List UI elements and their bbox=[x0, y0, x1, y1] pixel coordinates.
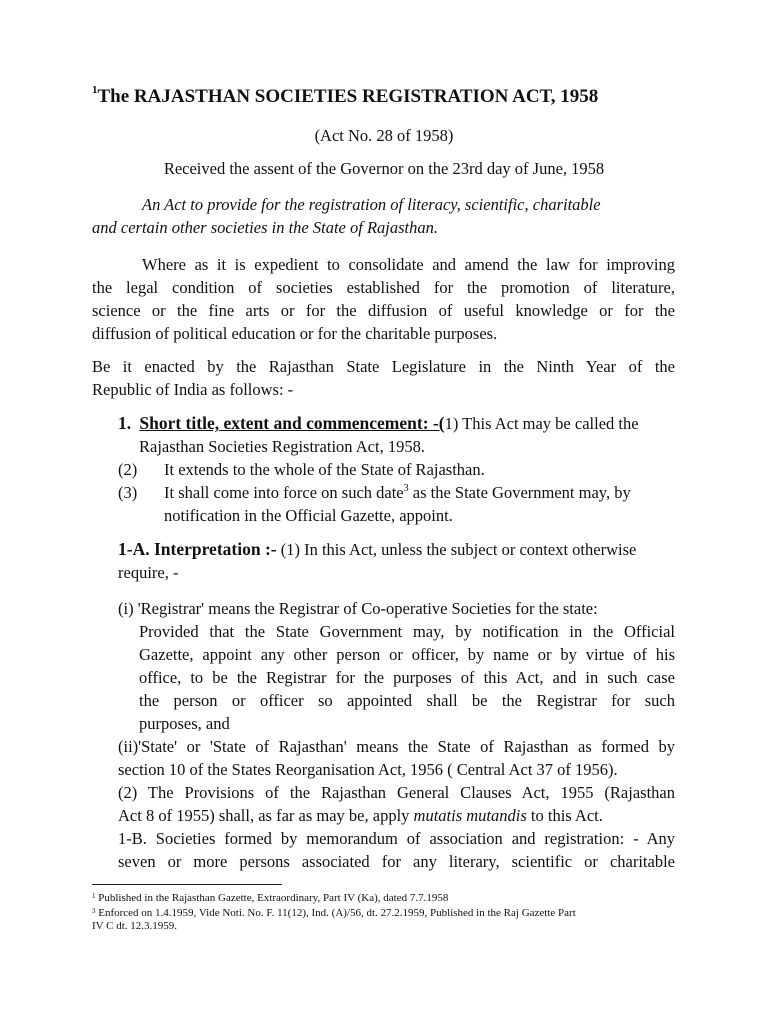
section-1-line-1 bbox=[118, 412, 639, 435]
preamble-line-1: Where as it is expedient to consolidate and amend the law for improving bbox=[142, 255, 675, 274]
clause-i-line-5: the person or officer so appointed shall be the Registrar for such bbox=[139, 691, 675, 710]
title-text: The RAJASTHAN SOCIETIES REGISTRATION ACT, 1958 bbox=[97, 86, 599, 107]
preamble-line-4: diffusion of political education or for the charitable purposes. bbox=[92, 324, 498, 343]
page-title bbox=[92, 86, 598, 108]
section-1-sub-3-line-1 bbox=[164, 481, 631, 504]
section-1-line-2: Rajasthan Societies Registration Act, 1958. bbox=[139, 437, 425, 456]
preamble-line-3: science or the fine arts or for the diffusion of useful knowledge or for the bbox=[92, 301, 675, 320]
section-1-sub-3-text-a: It shall come into force on such date bbox=[164, 483, 404, 502]
assent-line: Received the assent of the Governor on the 23rd day of June, 1958 bbox=[163, 159, 605, 178]
section-1-text-1: 1) This Act may be called the bbox=[444, 414, 639, 433]
enacting-line-1: Be it enacted by the Rajasthan State Legislature in the Ninth Year of the bbox=[92, 357, 675, 376]
footnote-ref-3: 3 bbox=[403, 483, 409, 494]
clause-i-line-1: (i) 'Registrar' means the Registrar of Co-operative Societies for the state: bbox=[118, 599, 598, 618]
section-1a-text-1: (1) In this Act, unless the subject or context otherwise bbox=[276, 540, 637, 559]
clause-2-italic: mutatis mutandis bbox=[413, 806, 527, 825]
clause-ii-line-2: section 10 of the States Reorganisation Act, 1956 ( Central Act 37 of 1956). bbox=[118, 760, 618, 779]
footnote-1-text: Published in the Rajasthan Gazette, Extraordinary, Part IV (Ka), dated 7.7.1958 bbox=[95, 892, 449, 904]
section-1b-line-1: 1-B. Societies formed by memorandum of association and registration: - Any bbox=[118, 829, 675, 848]
section-1-sub-3-number: (3) bbox=[118, 483, 138, 502]
section-1a-heading: 1-A. Interpretation :- bbox=[118, 539, 277, 559]
section-1-sub-3-text-b: as the State Government may, by bbox=[408, 483, 631, 502]
clause-i-line-2: Provided that the State Government may, by notification in the Official bbox=[139, 622, 675, 641]
clause-ii-line-1: (ii)'State' or 'State of Rajasthan' means the State of Rajasthan as formed by bbox=[118, 737, 675, 756]
clause-2-text-a: Act 8 of 1955) shall, as far as may be, apply bbox=[118, 806, 414, 825]
footnote-1-mark: 1 bbox=[92, 892, 96, 900]
enacting-line-2: Republic of India as follows: - bbox=[92, 380, 294, 399]
footnote-3-text-1: Enforced on 1.4.1959, Vide Noti. No. F. 11(12), Ind. (A)/56, dt. 27.2.1959, Published in the Raj Gazette Part bbox=[95, 907, 576, 919]
preamble-line-2: the legal condition of societies established for the promotion of literature, bbox=[92, 278, 675, 297]
section-1-sub-2-text: It extends to the whole of the State of Rajasthan. bbox=[164, 460, 485, 479]
clause-i-line-6: purposes, and bbox=[139, 714, 230, 733]
clause-i-line-4: office, to be the Registrar for the purposes of this Act, and in such case bbox=[139, 668, 675, 687]
clause-i-line-3: Gazette, appoint any other person or officer, by name or by virtue of his bbox=[139, 645, 675, 664]
long-title-line-2: and certain other societies in the State of Rajasthan. bbox=[92, 218, 438, 237]
section-1a-line-1 bbox=[118, 538, 636, 561]
footnote-1 bbox=[92, 892, 448, 905]
act-number: (Act No. 28 of 1958) bbox=[314, 126, 454, 145]
section-1b-line-2: seven or more persons associated for any literary, scientific or charitable bbox=[118, 852, 675, 871]
footnote-3 bbox=[92, 907, 576, 920]
clause-2-line-1: (2) The Provisions of the Rajasthan General Clauses Act, 1955 (Rajasthan bbox=[118, 783, 675, 802]
title-footnote-mark: 1 bbox=[92, 84, 98, 96]
clause-2-text-b: to this Act. bbox=[526, 806, 603, 825]
footnote-3-mark: 3 bbox=[92, 907, 96, 915]
section-1a-line-2: require, - bbox=[118, 563, 179, 582]
section-1-number: 1. bbox=[118, 413, 132, 433]
clause-2-line-2 bbox=[118, 804, 603, 827]
section-1-sub-2-number: (2) bbox=[118, 460, 138, 479]
footnote-3-line-2: IV C dt. 12.3.1959. bbox=[92, 920, 178, 932]
section-1-sub-3-line-2: notification in the Official Gazette, appoint. bbox=[164, 506, 453, 525]
long-title-line-1: An Act to provide for the registration of literacy, scientific, charitable bbox=[142, 195, 601, 214]
section-1-heading: Short title, extent and commencement: -( bbox=[139, 413, 445, 433]
footnote-divider bbox=[92, 884, 282, 885]
